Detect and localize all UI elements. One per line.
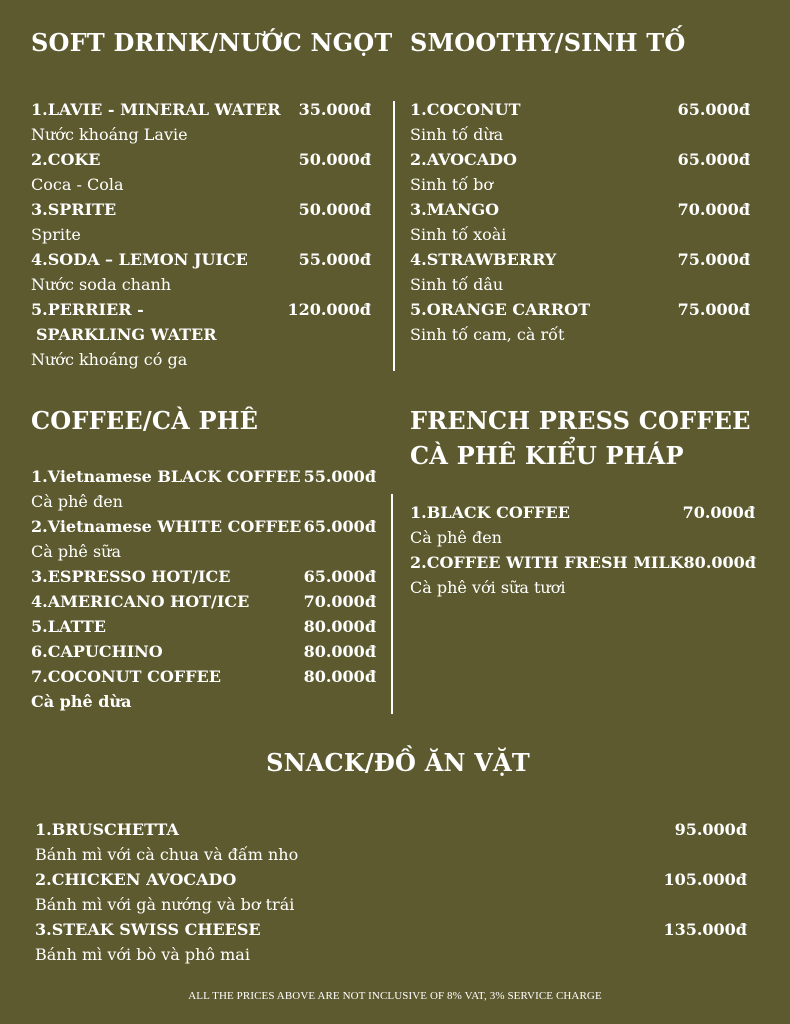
menu-item-row [31,589,376,614]
item-name: 6.CAPUCHINO [31,642,163,661]
item-desc: Sinh tố bơ [410,175,493,194]
item-desc: Sinh tố dâu [410,275,504,294]
menu-item-row [31,564,376,589]
item-desc: Cà phê sữa [31,542,122,561]
menu-item-row [410,147,750,172]
soft-drink-list [31,97,371,372]
item-name: 2.COFFEE WITH FRESH MILK [410,553,684,572]
item-name: 2.AVOCADO [410,150,517,169]
item-price: 65.000đ [677,100,750,119]
item-price: 70.000đ [303,592,376,611]
item-name-continued: SPARKLING WATER [36,325,217,344]
item-name: 3.STEAK SWISS CHEESE [35,920,261,939]
item-price: 135.000đ [663,920,747,939]
item-name: 3.SPRITE [31,200,117,219]
item-price: 80.000đ [303,617,376,636]
item-price: 65.000đ [303,567,376,586]
column-divider [391,494,393,714]
item-name: 3.ESPRESSO HOT/ICE [31,567,231,586]
menu-item-row [31,664,376,689]
item-desc: Coca - Cola [31,175,124,194]
menu-item-row [410,197,750,222]
menu-item-row [31,639,376,664]
item-name: 4.AMERICANO HOT/ICE [31,592,250,611]
item-name: 1.BRUSCHETTA [35,820,179,839]
item-name: 2.CHICKEN AVOCADO [35,870,237,889]
item-price: 105.000đ [663,870,747,889]
item-desc: Cà phê đen [410,528,502,547]
item-name: 5.ORANGE CARROT [410,300,590,319]
item-name: 4.SODA – LEMON JUICE [31,250,248,269]
item-name: 2.Vietnamese WHITE COFFEE [31,517,302,536]
menu-item-row [31,147,371,172]
menu-item-row [35,917,747,942]
item-desc: Nước soda chanh [31,275,172,294]
item-name: 1.Vietnamese BLACK COFFEE [31,467,301,486]
menu-item-row [31,297,371,322]
item-price: 80.000đ [683,553,756,572]
smoothy-title: SMOOTHY/SINH TỐ [410,28,686,57]
french-press-title: FRENCH PRESS COFFEE [410,406,751,435]
menu-item-row [35,867,747,892]
menu-item-row [410,550,755,575]
menu-item-row [410,247,750,272]
item-desc: Sinh tố dừa [410,125,504,144]
item-name: 4.STRAWBERRY [410,250,557,269]
menu-item-row [31,614,376,639]
snack-title: SNACK/ĐỒ ĂN VẶT [266,748,530,777]
item-desc: Bánh mì với bò và phô mai [35,945,250,964]
item-name: 1.LAVIE - MINERAL WATER [31,100,281,119]
item-price: 65.000đ [303,517,376,536]
item-desc: Nước khoáng có ga [31,350,188,369]
item-name: 1.COCONUT [410,100,521,119]
item-price: 65.000đ [677,150,750,169]
item-price: 55.000đ [298,250,371,269]
item-desc: Bánh mì với gà nướng và bơ trái [35,895,295,914]
item-desc: Cà phê dừa [31,692,132,711]
item-price: 50.000đ [298,200,371,219]
item-name: 5.LATTE [31,617,106,636]
soft-drink-title: SOFT DRINK/NƯỚC NGỌT [31,28,393,57]
item-name: 1.BLACK COFFEE [410,503,570,522]
menu-item-row [410,97,750,122]
menu-item-row [31,197,371,222]
menu-item-row [31,97,371,122]
item-price: 50.000đ [298,150,371,169]
snack-list [35,817,747,967]
smoothy-list [410,97,750,347]
tax-disclaimer: ALL THE PRICES ABOVE ARE NOT INCLUSIVE OF 8% VAT, 3% SERVICE CHARGE [188,990,602,1002]
item-price: 95.000đ [674,820,747,839]
coffee-list [31,464,376,714]
french-press-subtitle: CÀ PHÊ KIỂU PHÁP [410,441,684,470]
item-name: 2.COKE [31,150,101,169]
item-price: 70.000đ [677,200,750,219]
item-price: 75.000đ [677,250,750,269]
item-name: 3.MANGO [410,200,500,219]
item-desc: Sprite [31,225,81,244]
item-desc: Nước khoáng Lavie [31,125,188,144]
item-desc: Bánh mì với cà chua và đấm nho [35,845,299,864]
item-desc: Cà phê đen [31,492,123,511]
french-press-list [410,500,755,600]
column-divider [393,101,395,371]
item-desc: Sinh tố xoài [410,225,507,244]
item-price: 70.000đ [682,503,755,522]
item-desc: Sinh tố cam, cà rốt [410,325,565,344]
menu-item-row [31,464,376,489]
item-desc: Cà phê với sữa tươi [410,578,566,597]
item-price: 75.000đ [677,300,750,319]
menu-item-row [31,247,371,272]
menu-item-row [35,817,747,842]
menu-item-row [31,514,376,539]
coffee-title: COFFEE/CÀ PHÊ [31,406,259,435]
item-price: 80.000đ [303,642,376,661]
item-name: 5.PERRIER - [31,300,144,319]
item-price: 35.000đ [298,100,371,119]
menu-item-row [410,500,755,525]
item-price: 80.000đ [303,667,376,686]
item-price: 55.000đ [303,467,376,486]
item-name: 7.COCONUT COFFEE [31,667,221,686]
menu-item-row [410,297,750,322]
item-price: 120.000đ [287,300,371,319]
